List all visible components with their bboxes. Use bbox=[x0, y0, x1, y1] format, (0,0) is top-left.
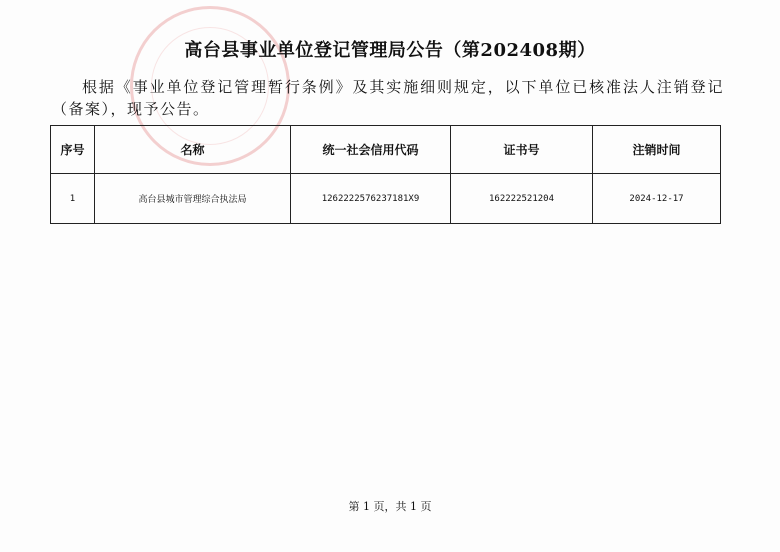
table-row bbox=[51, 174, 721, 224]
header-seq: 序号 bbox=[51, 126, 95, 174]
cell-certificate: 162222521204 bbox=[451, 174, 593, 224]
cancellation-table bbox=[50, 125, 721, 224]
cell-cancel-time: 2024-12-17 bbox=[593, 174, 721, 224]
header-certificate: 证书号 bbox=[451, 126, 593, 174]
cell-credit-code: 1262222576237181X9 bbox=[291, 174, 451, 224]
cell-seq: 1 bbox=[51, 174, 95, 224]
document-title: 高台县事业单位登记管理局公告（第202408期） bbox=[184, 40, 596, 61]
header-credit-code: 统一社会信用代码 bbox=[291, 126, 451, 174]
table-header-row bbox=[51, 126, 721, 174]
header-cancel-time: 注销时间 bbox=[593, 126, 721, 174]
cell-name: 高台县城市管理综合执法局 bbox=[95, 174, 291, 224]
header-name: 名称 bbox=[95, 126, 291, 174]
page-footer: 第 1 页，共 1 页 bbox=[348, 500, 432, 513]
intro-paragraph: 根据《事业单位登记管理暂行条例》及其实施细则规定，以下单位已核准法人注销登记（备案），现予公告。 bbox=[52, 78, 724, 118]
